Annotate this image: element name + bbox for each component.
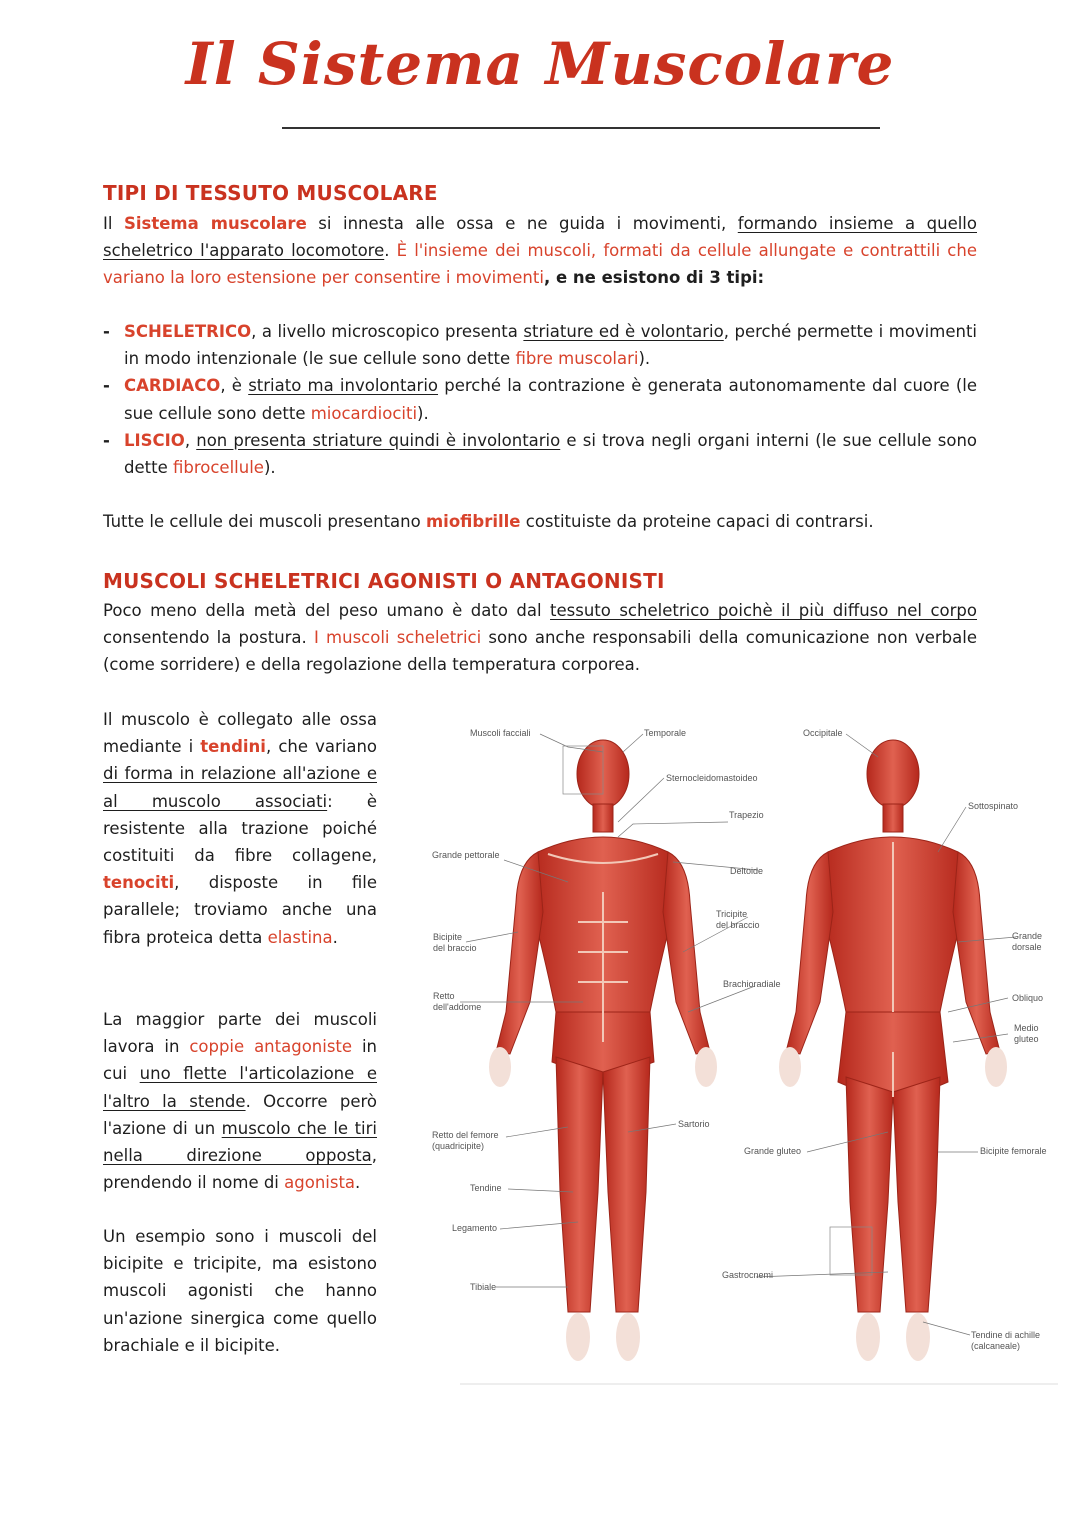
label-grande-pettorale: Grande pettorale	[432, 850, 500, 860]
text: .	[332, 927, 338, 947]
label-tricipite-2: del braccio	[716, 920, 760, 930]
miofibrille-paragraph	[103, 508, 977, 535]
underlined-text: striato ma involontario	[248, 376, 439, 396]
section-heading-agonists: MUSCOLI SCHELETRICI AGONISTI O ANTAGONISTI	[103, 569, 665, 593]
text: : è resistente alla trazione poiché costituiti da fibre collagene,	[103, 791, 377, 866]
text: sono anche responsabili della comunicazione non verbale (come sorridere) e della regolazione della temperatura corporea.	[103, 628, 977, 675]
label-bicipite-femorale: Bicipite femorale	[980, 1146, 1047, 1156]
label-bicipite-2: del braccio	[433, 943, 477, 953]
text: , perché permette i movimenti in modo intenzionale (le sue cellule sono dette	[124, 322, 977, 369]
highlight: fibrocellule	[172, 458, 264, 478]
label-gastrocnemi: Gastrocnemi	[722, 1270, 774, 1280]
tendon-paragraph	[103, 706, 377, 951]
title-underline	[282, 127, 880, 129]
label-muscoli-facciali: Muscoli facciali	[470, 728, 531, 738]
label-occipitale: Occipitale	[803, 728, 843, 738]
figure-labels	[432, 728, 1047, 1351]
skeletal-paragraph	[103, 597, 977, 679]
label-temporale: Temporale	[644, 728, 687, 738]
text: , prendendo il nome di	[103, 1146, 377, 1193]
list-item-liscio	[103, 427, 977, 481]
highlight: tenociti	[103, 873, 175, 893]
term: LISCIO	[124, 430, 185, 450]
list-item-cardiaco	[103, 372, 977, 426]
underlined-text: uno flette l'articolazione e l'altro la stende	[103, 1064, 377, 1111]
label-deltoide: Deltoide	[730, 866, 764, 876]
label-medio-gluteo-1: Medio	[1014, 1023, 1039, 1033]
example-paragraph: Un esempio sono i muscoli del bicipite e tricipite, ma esistono muscoli agonisti che hanno un'azione sinergica come quello brachiale e il bicipite.	[103, 1227, 377, 1355]
underlined-text: di forma in relazione all'azione e al muscolo associati	[103, 764, 377, 811]
back-neck	[883, 804, 903, 832]
muscle-anatomy-figure	[418, 712, 1068, 1402]
highlight: tendini	[200, 737, 266, 757]
highlight: elastina	[267, 927, 333, 947]
text: costituiste da proteine capaci di contrarsi.	[520, 512, 874, 531]
term: SCHELETRICO	[124, 322, 252, 341]
underlined-text: formando insieme a quello scheletrico l'apparato locomotore	[103, 214, 977, 261]
underlined-text: striature ed è volontario	[523, 322, 724, 341]
label-grande-gluteo: Grande gluteo	[744, 1146, 802, 1156]
text: ).	[263, 458, 276, 478]
front-neck	[593, 804, 613, 832]
label-brachioradiale: Brachioradiale	[723, 979, 781, 989]
back-right-arm	[953, 852, 1000, 1054]
label-retto-1: Retto	[433, 991, 455, 1001]
text: Tutte le cellule dei muscoli presentano	[103, 512, 426, 531]
text: e si trova negli organi interni (le sue cellule sono dette	[124, 430, 977, 478]
text: , e ne esistono di 3 tipi:	[543, 268, 765, 288]
front-right-arm	[496, 852, 543, 1054]
highlight: coppie antagoniste	[189, 1037, 353, 1057]
text: ,	[184, 430, 197, 450]
front-left-arm	[663, 852, 710, 1054]
back-right-leg	[893, 1077, 940, 1312]
back-head	[867, 740, 919, 808]
label-retto-femore-2: (quadricipite)	[432, 1141, 485, 1151]
underlined-text: tessuto scheletrico poichè il più diffuso nel corpo	[550, 601, 977, 620]
label-tendine: Tendine	[470, 1183, 502, 1193]
highlight: fibre muscolari	[515, 349, 639, 369]
highlight: miocardiociti	[310, 403, 418, 423]
page-title: Il Sistema Muscolare	[185, 30, 895, 98]
text: .	[355, 1173, 361, 1193]
antagonist-paragraph	[103, 1006, 377, 1196]
text: ).	[417, 403, 429, 423]
text: .	[384, 241, 397, 261]
highlight: Sistema muscolare	[123, 214, 307, 233]
text: ).	[638, 349, 651, 369]
label-tricipite-1: Tricipite	[716, 909, 748, 919]
text: si innesta alle ossa e ne guida i movimenti,	[306, 214, 738, 233]
label-sternocleidomastoideo: Sternocleidomastoideo	[666, 773, 758, 783]
underlined-text: muscolo che le tiri nella direzione opposta	[103, 1118, 377, 1166]
label-legamento: Legamento	[452, 1223, 498, 1233]
highlight: I muscoli scheletrici	[313, 628, 482, 648]
highlight: miofibrille	[425, 512, 521, 531]
text: , è	[220, 376, 249, 396]
tissue-type-list	[103, 318, 977, 481]
text: . Occorre però l'azione di un	[103, 1091, 377, 1138]
front-hands-feet	[489, 1047, 717, 1361]
front-right-leg	[556, 1057, 603, 1312]
highlight: È l'insieme dei muscoli, formati da cellule allungate e contrattili che variano la loro estensione per consentire i movimenti	[103, 241, 977, 288]
list-item-scheletrico	[103, 318, 977, 372]
text: , a livello microscopico presenta	[251, 322, 524, 341]
anatomy-illustration	[418, 712, 1068, 1402]
label-bicipite-1: Bicipite	[433, 932, 463, 942]
label-grande-dorsale-2: dorsale	[1012, 942, 1042, 952]
label-sartorio: Sartorio	[678, 1119, 710, 1129]
text: La maggior parte dei muscoli lavora in	[103, 1010, 377, 1057]
label-achille-2: (calcaneale)	[971, 1341, 1021, 1351]
text: , che variano	[265, 737, 378, 757]
underlined-text: non presenta striature quindi è involontario	[196, 430, 561, 450]
text: in cui	[103, 1037, 377, 1084]
highlight: agonista	[284, 1173, 356, 1193]
term: CARDIACO	[124, 376, 221, 396]
text: perché la contrazione è generata autonomamente dal cuore (le sue cellule sono dette	[124, 376, 978, 423]
back-left-leg	[846, 1077, 893, 1312]
label-medio-gluteo-2: gluteo	[1014, 1034, 1039, 1044]
label-tibiale: Tibiale	[470, 1282, 497, 1292]
text: , disposte in file parallele; troviamo anche una fibra proteica detta	[103, 873, 377, 947]
label-obliquo: Obliquo	[1012, 993, 1044, 1003]
back-left-arm	[786, 852, 833, 1054]
text: Il	[103, 214, 124, 233]
back-body	[786, 740, 1000, 1312]
text: Il muscolo è collegato alle ossa mediante i	[103, 710, 377, 757]
text: consentendo la postura.	[103, 628, 314, 648]
label-grande-dorsale-1: Grande	[1012, 931, 1043, 941]
label-achille-1: Tendine di achille	[971, 1330, 1041, 1340]
label-retto-2: dell'addome	[433, 1002, 482, 1012]
intro-paragraph	[103, 210, 977, 292]
label-retto-femore-1: Retto del femore	[432, 1130, 499, 1140]
text: Poco meno della metà del peso umano è dato dal	[103, 601, 551, 620]
section-heading-tissue-types: TIPI DI TESSUTO MUSCOLARE	[103, 181, 438, 205]
front-left-leg	[603, 1057, 650, 1312]
label-sottospinato: Sottospinato	[968, 801, 1019, 811]
label-trapezio: Trapezio	[729, 810, 764, 820]
